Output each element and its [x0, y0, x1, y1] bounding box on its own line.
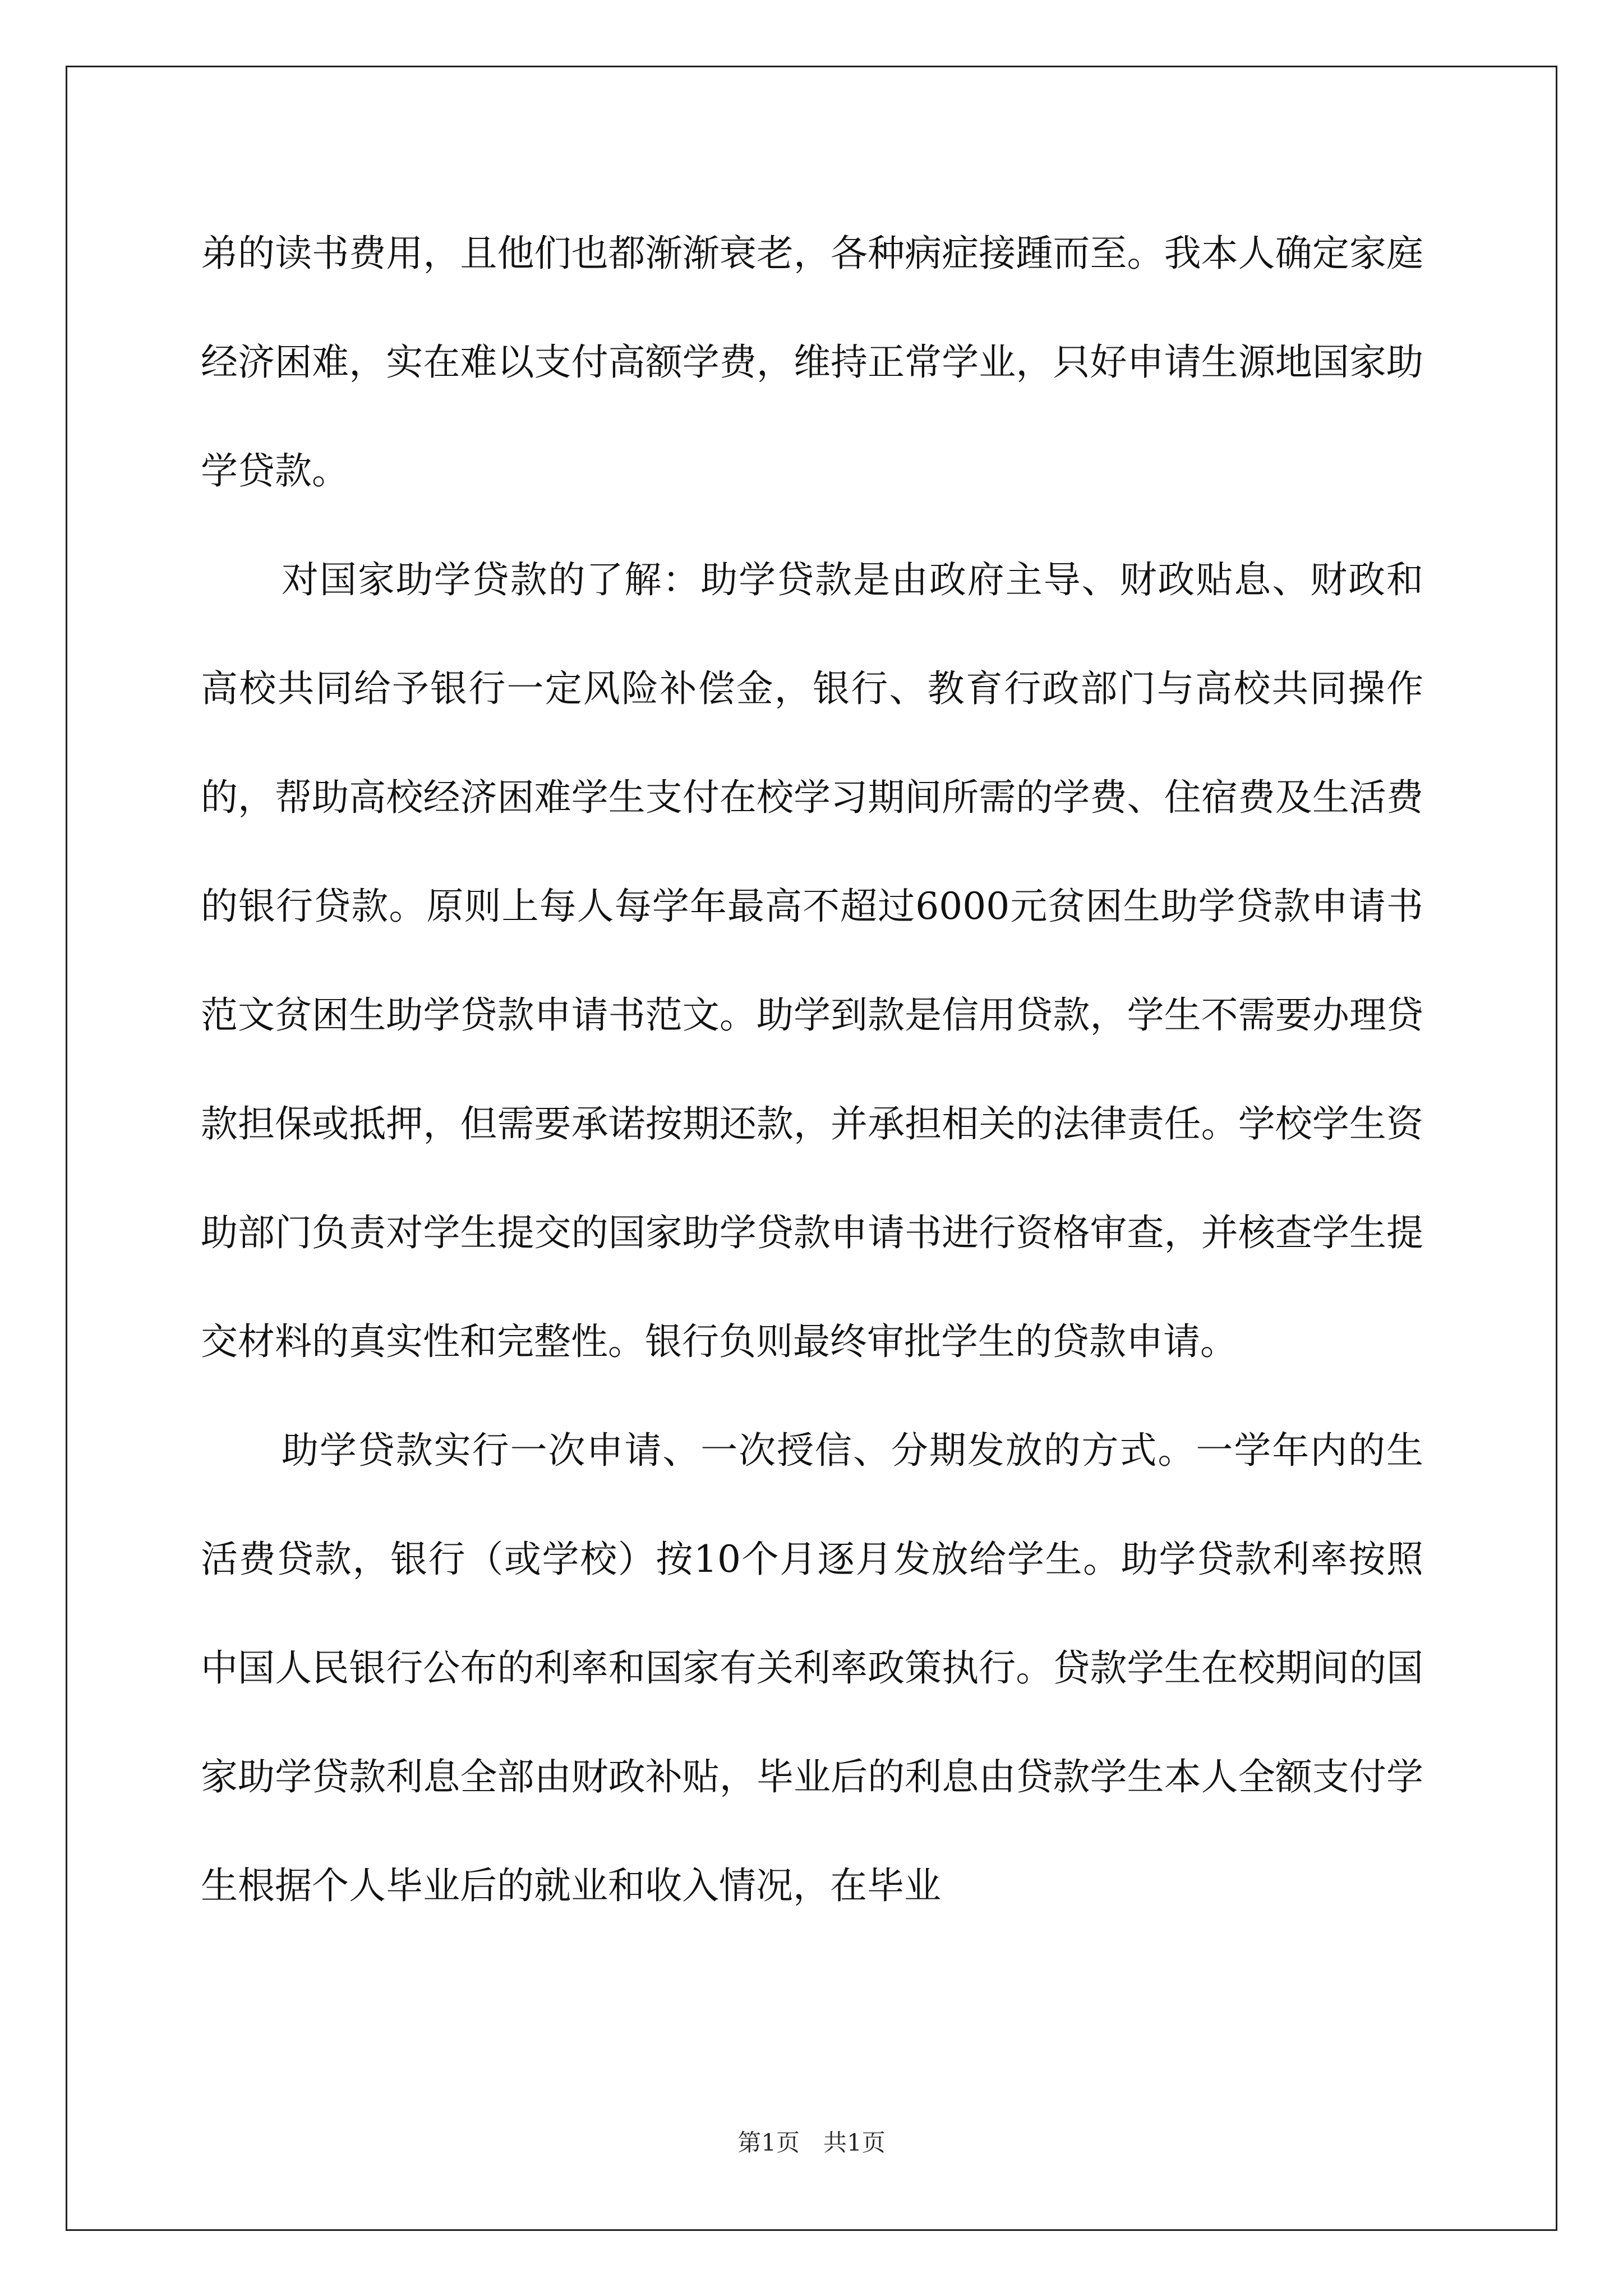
paragraph-2: 对国家助学贷款的了解：助学贷款是由政府主导、财政贴息、财政和高校共同给予银行一定风险补偿金，银行、教育行政部门与高校共同操作的，帮助高校经济困难学生支付在校学习期间所需的学费、住宿费及生活费的银行贷款。原则上每人每学年最高不超过6000元贫困生助学贷款申请书范文贫困生助学贷款申请书范文。助学到款是信用贷款，学生不需要办理贷款担保或抵押，但需要承诺按期还款，并承担相关的法律责任。学校学生资助部门负责对学生提交的国家助学贷款申请书进行资格审查，并核查学生提交材料的真实性和完整性。银行负则最终审批学生的贷款申请。	[201, 558, 1423, 1363]
paragraph-1: 弟的读书费用，且他们也都渐渐衰老，各种病症接踵而至。我本人确定家庭经济困难，实在难以支付高额学费，维持正常学业，只好申请生源地国家助学贷款。	[201, 232, 1423, 493]
page-number-footer: 第1页 共1页	[737, 2129, 886, 2156]
document-body	[201, 199, 1423, 1940]
paragraph-3: 助学贷款实行一次申请、一次授信、分期发放的方式。一学年内的生活费贷款，银行（或学校）按10个月逐月发放给学生。助学贷款利率按照中国人民银行公布的利率和国家有关利率政策执行。贷款学生在校期间的国家助学贷款利息全部由财政补贴，毕业后的利息由贷款学生本人全额支付学生根据个人毕业后的就业和收入情况，在毕业	[201, 1429, 1423, 1907]
